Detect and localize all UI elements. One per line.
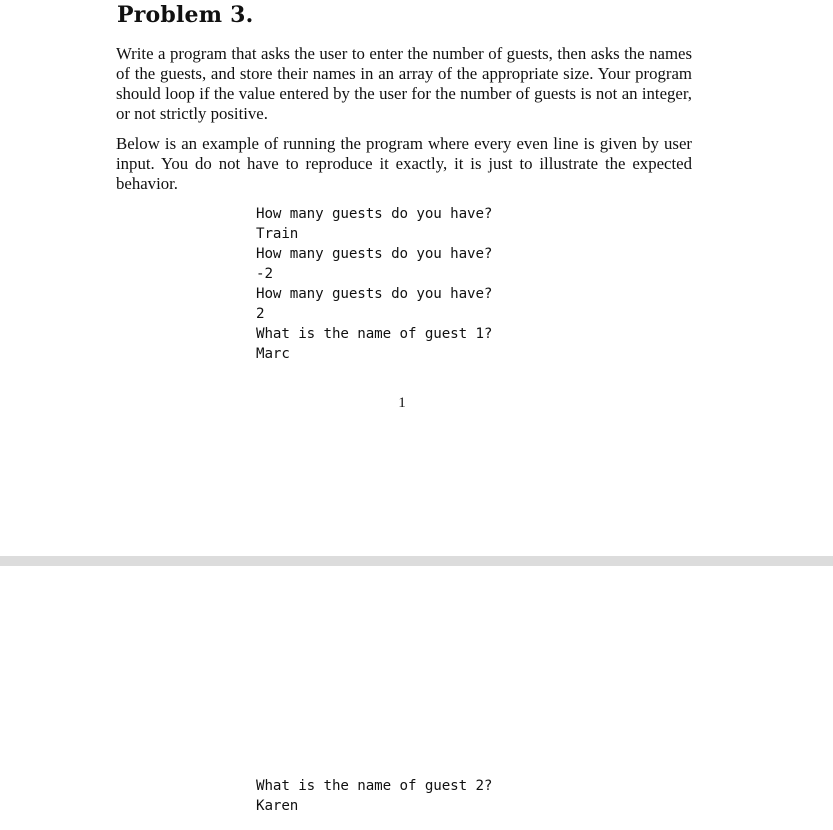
example-line: What is the name of guest 2? (256, 778, 493, 794)
example-line: What is the name of guest 1? (256, 326, 493, 342)
example-line: How many guests do you have? (256, 246, 493, 262)
problem-heading: Problem 3. (117, 2, 254, 28)
example-line: How many guests do you have? (256, 286, 493, 302)
example-line: 2 (256, 306, 265, 322)
page-2 (0, 566, 833, 830)
example-intro: Below is an example of running the program where every even line is given by user input. You do not have to reproduce it exactly, it is just to illustrate the expected behavior. (116, 134, 692, 193)
example-output-block (256, 204, 492, 364)
page-number: 1 (398, 395, 406, 411)
example-output-continued (256, 776, 492, 816)
example-line: Karen (256, 798, 299, 814)
problem-description: Write a program that asks the user to enter the number of guests, then asks the names of the guests, and store their names in an array of the appropriate size. Your program should loop if the value entered by the user for the number of guests is not an integer, or not strictly positive. (116, 44, 692, 123)
example-line: Train (256, 226, 299, 242)
example-line: Marc (256, 346, 290, 362)
page-separator (0, 556, 833, 566)
example-line: -2 (256, 266, 273, 282)
example-line: How many guests do you have? (256, 206, 493, 222)
